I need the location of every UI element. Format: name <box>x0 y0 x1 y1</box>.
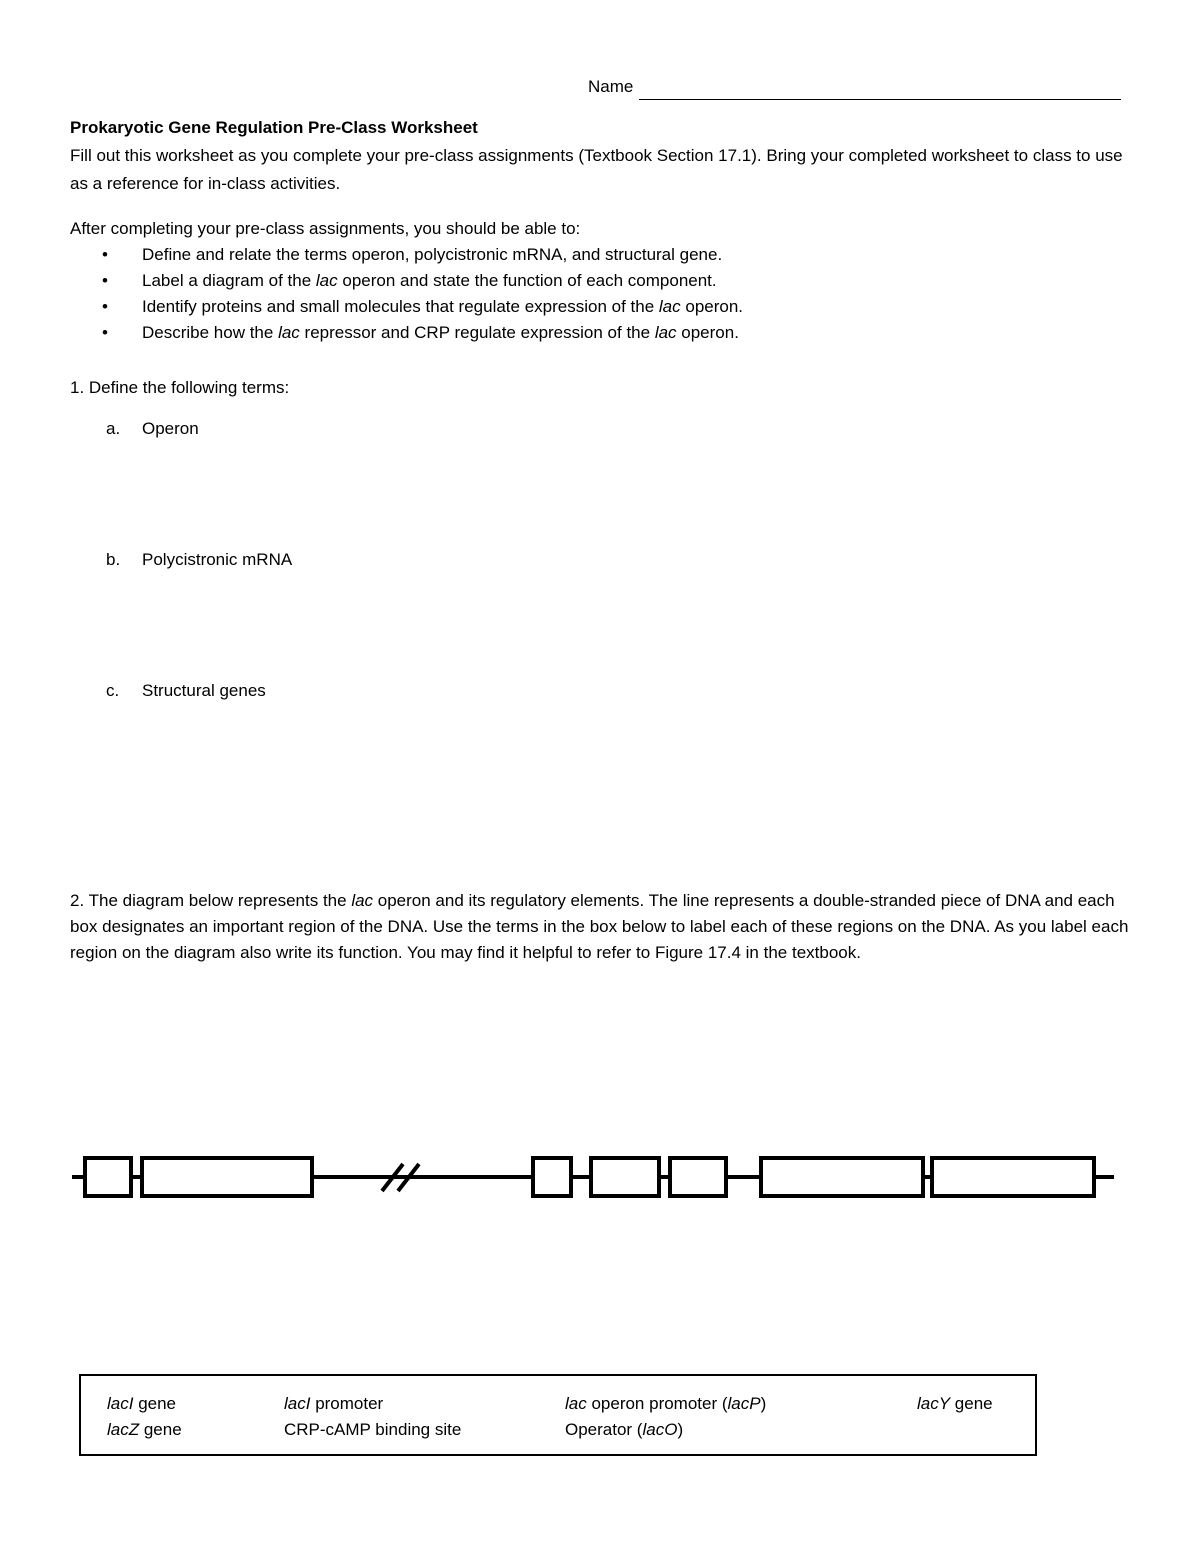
dna-region-box-4[interactable] <box>591 1158 659 1196</box>
term-structural-genes: c. Structural genes <box>106 681 266 700</box>
terms-box <box>79 1374 1037 1456</box>
term-lac-operon-promoter: lac operon promoter (lacP) <box>565 1394 767 1413</box>
name-label: Name <box>588 77 634 96</box>
dna-region-box-6[interactable] <box>761 1158 923 1196</box>
objective-item: • Label a diagram of the lac operon and state the function of each component. <box>102 268 743 294</box>
objectives-lead: After completing your pre-class assignments, you should be able to: <box>70 219 581 238</box>
term-operon: a. Operon <box>106 419 199 438</box>
term-polycistronic-mrna: b. Polycistronic mRNA <box>106 550 293 569</box>
name-field[interactable] <box>588 74 1121 100</box>
dna-region-box-1[interactable] <box>85 1158 131 1196</box>
objective-item: • Identify proteins and small molecules that regulate expression of the lac operon. <box>102 294 743 320</box>
worksheet-title: Prokaryotic Gene Regulation Pre-Class Worksheet <box>70 118 478 137</box>
term-lacy-gene: lacY gene <box>917 1394 993 1413</box>
objective-item: • Define and relate the terms operon, polycistronic mRNA, and structural gene. <box>102 242 743 268</box>
bullet-icon: • <box>102 245 108 264</box>
bullet-icon: • <box>102 323 108 342</box>
name-blank-line[interactable] <box>639 81 1121 100</box>
question-1-prompt: 1. Define the following terms: <box>70 378 290 397</box>
dna-region-box-2[interactable] <box>142 1158 312 1196</box>
objectives-list <box>102 242 743 346</box>
bullet-icon: • <box>102 297 108 316</box>
question-2-prompt: 2. The diagram below represents the lac operon and its regulatory elements. The line represents a double-stranded piece of DNA and each box designates an important region of the DNA. Use the terms in the box below to label each of these regions on the DNA. As you label each region on the diagram also write its function. You may find it helpful to refer to Figure 17.4 in the textbook. <box>70 891 1129 962</box>
bullet-icon: • <box>102 271 108 290</box>
term-crp-camp-binding-site: CRP-cAMP binding site <box>284 1420 462 1439</box>
term-operator: Operator (lacO) <box>565 1420 684 1439</box>
term-laci-promoter: lacI promoter <box>284 1394 384 1413</box>
intro-paragraph: Fill out this worksheet as you complete your pre-class assignments (Textbook Section 17.1). Bring your completed worksheet to class to use as a reference for in-class activities. <box>70 146 1123 193</box>
lac-operon-diagram <box>70 1150 1120 1206</box>
dna-region-box-3[interactable] <box>533 1158 571 1196</box>
term-lacz-gene: lacZ gene <box>107 1420 182 1439</box>
dna-region-box-7[interactable] <box>932 1158 1094 1196</box>
term-laci-gene: lacI gene <box>107 1394 177 1413</box>
dna-region-box-5[interactable] <box>670 1158 726 1196</box>
objective-item: • Describe how the lac repressor and CRP regulate expression of the lac operon. <box>102 320 743 346</box>
